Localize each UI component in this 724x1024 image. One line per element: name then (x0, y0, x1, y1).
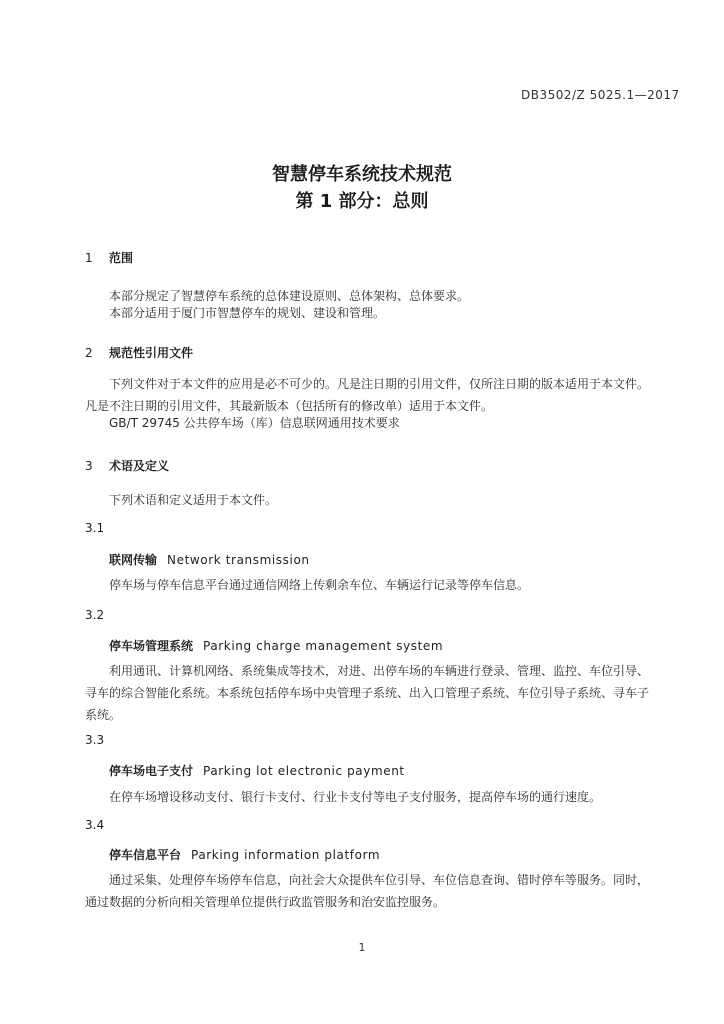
document-subtitle: 第 1 部分：总则 (295, 191, 429, 212)
page-number: 1 (358, 941, 366, 954)
normative-reference: GB/T 29745 公共停车场（库）信息联网通用技术要求 (109, 416, 400, 430)
subsection-number: 3.1 (85, 521, 105, 535)
term-english: Parking lot electronic payment (203, 764, 405, 778)
section-title: 规范性引用文件 (109, 346, 194, 360)
term-definition: 在停车场增设移动支付、银行卡支付、行业卡支付等电子支付服务，提高停车场的通行速度。 (109, 790, 602, 804)
term-definition: 通过采集、处理停车场停车信息，向社会大众提供车位引导、车位信息查询、错时停车等服务。同时，通过数据的分析向相关管理单位提供行政监管服务和治安监控服务。 (85, 873, 650, 909)
section-2-heading (85, 344, 193, 361)
section-number: 3 (85, 459, 93, 473)
paragraph: 本部分规定了智慧停车系统的总体建设原则、总体架构、总体要求。 (109, 289, 470, 303)
standard-code: DB3502/Z 5025.1—2017 (521, 88, 680, 102)
term-heading (109, 846, 380, 863)
section-number: 1 (85, 251, 93, 265)
section-number: 2 (85, 346, 93, 360)
term-chinese: 停车场管理系统 (109, 639, 194, 653)
section-title: 范围 (109, 251, 134, 265)
section-title: 术语及定义 (109, 459, 170, 473)
section-3-heading (85, 457, 169, 474)
term-chinese: 停车信息平台 (109, 848, 182, 862)
subsection-number: 3.2 (85, 608, 105, 622)
subsection-number: 3.3 (85, 733, 105, 747)
term-english: Network transmission (167, 553, 310, 567)
term-definition: 利用通讯、计算机网络、系统集成等技术，对进、出停车场的车辆进行登录、管理、监控、车位引导、寻车的综合智能化系统。本系统包括停车场中央管理子系统、出入口管理子系统、车位引导子系统、寻车子系统。 (85, 664, 650, 722)
term-heading (109, 637, 443, 654)
paragraph: 本部分适用于厦门市智慧停车的规划、建设和管理。 (109, 306, 386, 320)
document-title: 智慧停车系统技术规范 (272, 164, 452, 185)
section-1-heading (85, 249, 133, 266)
paragraph: 下列术语和定义适用于本文件。 (109, 493, 278, 507)
term-heading (109, 551, 310, 568)
subsection-number: 3.4 (85, 818, 105, 832)
term-definition: 停车场与停车信息平台通过通信网络上传剩余车位、车辆运行记录等停车信息。 (109, 578, 530, 592)
term-heading (109, 762, 405, 779)
term-chinese: 联网传输 (109, 553, 158, 567)
term-chinese: 停车场电子支付 (109, 764, 194, 778)
paragraph: 下列文件对于本文件的应用是必不可少的。凡是注日期的引用文件，仅所注日期的版本适用于本文件。凡是不注日期的引用文件，其最新版本（包括所有的修改单）适用于本文件。 (85, 377, 650, 413)
term-english: Parking charge management system (203, 639, 444, 653)
term-english: Parking information platform (191, 848, 381, 862)
